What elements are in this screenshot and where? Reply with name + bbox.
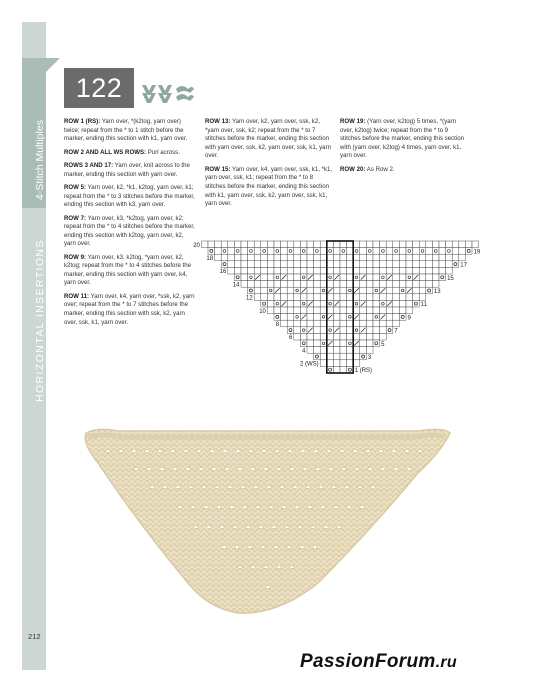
- page-number: 212: [28, 632, 41, 641]
- row-13-instruction: ROW 13: Yarn over, k2, yarn over, ssk, k2, *yarn over, ssk, k2; repeat from the * to 7 stitches before the marker, ending this section with yarn over, ssk, k2, yarn over, ssk, k1, yarn over.: [205, 118, 331, 160]
- pattern-number: 122: [64, 68, 134, 108]
- stitch-motif-icon: [140, 83, 196, 105]
- knitted-swatch-photo: [78, 423, 458, 623]
- chart-row-label-ws: 4: [302, 348, 306, 355]
- row-20-instruction: ROW 20: As Row 2.: [340, 165, 395, 173]
- chart-row-label-ws: 20: [193, 242, 200, 249]
- instructions-column-1: [64, 118, 196, 332]
- row-15-instruction: ROW 15: Yarn over, k4, yarn over, ssk, k1, *k1, yarn over, ssk, k1; repeat from the * to 8 stitches before the marker, ending this section with k1, yarn over, ssk, k2, yarn over, ssk, k1, yarn over.: [205, 165, 333, 208]
- chart-row-label-rs: 11: [420, 302, 427, 309]
- sidebar-tab-notch: [46, 58, 60, 72]
- chart-row-label-ws: 6: [288, 335, 293, 342]
- chart-row-label-ws: 14: [232, 282, 240, 289]
- row-11-instruction: ROW 11: Yarn over, k4, yarn over, *ssk, k2, yarn over; repeat from the * to 7 stitches before the marker, ending this section with ssk, k2, yarn over, ssk, k1, yarn over.: [64, 292, 195, 326]
- chart-row-label-ws: 18: [206, 256, 214, 262]
- chart-row-label-ws: 8: [275, 322, 280, 328]
- row-5-instruction: ROW 5: Yarn over, k2, *k1, k2tog, yarn over, k1; repeat from the * to 3 stitches before the marker, ending this section with k3, yarn over.: [64, 183, 195, 209]
- chart-row-label-rs: 7: [394, 328, 398, 335]
- chart-row-label-rs: 19: [473, 249, 481, 256]
- instructions-column-2: [205, 118, 333, 214]
- chart-row-label-rs: 1 (RS): [354, 368, 373, 375]
- chart-row-label-ws: 16: [219, 269, 227, 276]
- chart-row-label-ws: 2 (WS): [300, 361, 319, 368]
- sidebar-category: 4-Stitch Multiples: [34, 120, 46, 200]
- swatch-border: [88, 435, 444, 437]
- instructions-column-3: [340, 118, 470, 179]
- chart-row-label-rs: 15: [447, 275, 454, 282]
- chart-row-label-rs: 13: [433, 289, 441, 295]
- knitting-chart: [193, 237, 481, 382]
- row-9-instruction: ROW 9: Yarn over, k3, k2tog, *yarn over, k2, k2tog; repeat from the * to 4 stitches before the marker, ending this section with yarn over, k4, yarn over.: [64, 253, 192, 287]
- row-19-instruction: ROW 19: (Yarn over, k2tog) 5 times, *(yarn over, k2tog) twice; repeat from the * to 9 stitches before the marker, ending this section with (yarn over, k2tog) 4 times, yarn over, k1, yarn over.: [340, 118, 464, 160]
- chart-row-label-rs: 17: [460, 262, 467, 269]
- row-7-instruction: ROW 7: Yarn over, k3, *k2tog, yarn over, k2; repeat from the * to 4 stitches before the marker, ending this section with k2tog, yarn over, k2, yarn over.: [64, 214, 195, 248]
- chart-row-label-ws: 12: [246, 295, 253, 302]
- row-1-instruction: ROW 1 (RS): Yarn over, *(k2tog, yarn over) twice; repeat from the * to 1 stitch before the marker, ending this section with k1, yarn over.: [64, 118, 188, 143]
- chart-grid: [201, 241, 478, 373]
- chart-row-label-rs: 9: [407, 315, 411, 322]
- chart-row-label-rs: 3: [367, 355, 372, 361]
- chart-row-label-rs: 5: [381, 341, 385, 348]
- watermark: PassionForum.ru: [300, 651, 457, 672]
- row-2-instruction: ROW 2 AND ALL WS ROWS: Purl across.: [64, 148, 180, 156]
- row-3-instruction: ROWS 3 AND 17: Yarn over, knit across to the marker, ending this section with yarn over.: [64, 161, 190, 178]
- sidebar-section: HORIZONTAL INSERTIONS: [34, 239, 46, 402]
- chart-row-label-ws: 10: [259, 308, 266, 315]
